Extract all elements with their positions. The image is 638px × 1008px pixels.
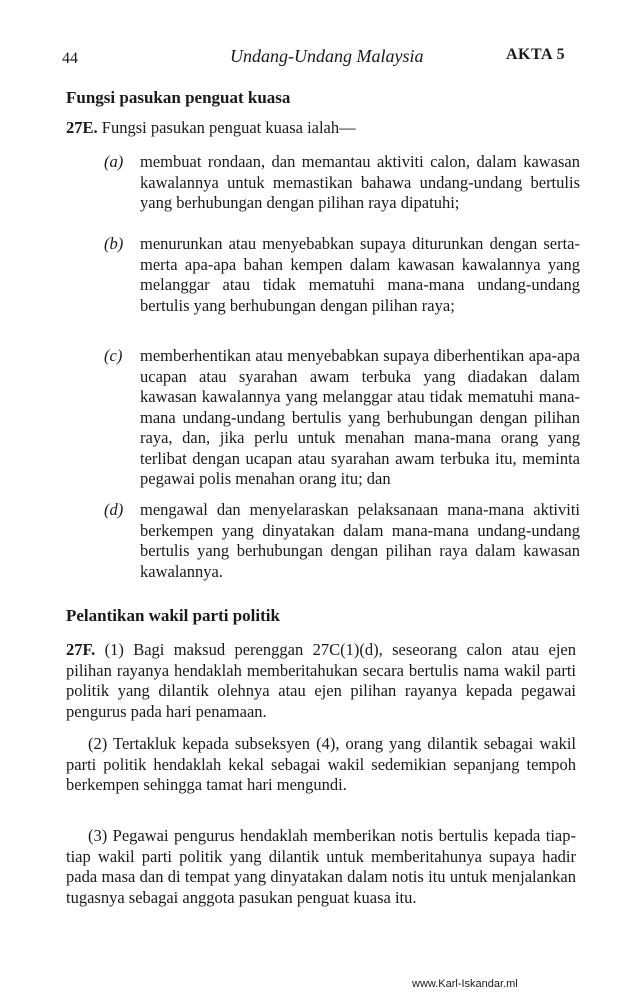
item-label: (a) xyxy=(104,152,124,171)
running-header xyxy=(0,44,638,74)
section-27e-intro-text: Fungsi pasukan penguat kuasa ialah— xyxy=(101,118,356,137)
item-label: (c) xyxy=(104,346,123,365)
subsection xyxy=(66,640,576,722)
item-text: memberhentikan atau menyebabkan supaya diberhentikan apa-apa ucapan atau syarahan awam terbuka yang diadakan dalam kawasan kawalannya yang melanggar atau tidak mematuhi mana-mana undang-undang bertulis yang berhubungan dengan pilihan raya, dan, jika perlu untuk menahan mana-mana orang yang terlibat dengan ucapan atau syarahan awam terbuka itu, meminta pegawai polis menahan orang itu; dan xyxy=(140,346,580,488)
subsection-text: (1) Bagi maksud perenggan 27C(1)(d), seseorang calon atau ejen pilihan rayanya hendaklah memberitahukan secara bertulis nama wakil parti politik yang dilantik olehnya atau ejen pilihan rayanya kepada pegawai pengurus pada hari penamaan. xyxy=(66,640,576,721)
section-number-27e: 27E. xyxy=(66,118,98,137)
item-label: (d) xyxy=(104,500,124,519)
act-label: AKTA 5 xyxy=(506,46,566,63)
running-title: Undang-Undang Malaysia xyxy=(230,46,424,66)
item-text: mengawal dan menyelaraskan pelaksanaan mana-mana aktiviti berkempen yang dinyatakan dalam mana-mana undang-undang bertulis yang berhubungan dengan pilihan raya dalam kawasan kawalannya. xyxy=(140,500,580,581)
list-item xyxy=(104,346,580,490)
section-27e-intro xyxy=(66,118,576,139)
footer-url: www.Karl-Iskandar.ml xyxy=(412,978,518,990)
subsection: (2) Tertakluk kepada subseksyen (4), orang yang dilantik sebagai wakil parti politik hendaklah kekal sebagai wakil sedemikian sepanjang tempoh berkempen sehingga tamat hari mengundi. xyxy=(66,734,576,794)
list-item xyxy=(104,152,580,214)
section-heading-27f: Pelantikan wakil parti politik xyxy=(66,606,280,625)
item-label: (b) xyxy=(104,234,124,253)
section-number-27f: 27F. xyxy=(66,640,96,659)
section-heading-27e: Fungsi pasukan penguat kuasa xyxy=(66,88,291,107)
item-text: membuat rondaan, dan memantau aktiviti calon, dalam kawasan kawalannya untuk memastikan bahawa undang-undang bertulis yang berhubungan dengan pilihan raya dipatuhi; xyxy=(140,152,580,212)
list-item xyxy=(104,234,580,316)
subsection: (3) Pegawai pengurus hendaklah memberikan notis bertulis kepada tiap-tiap wakil parti politik yang dilantik untuk memberitahunya supaya hadir pada masa dan di tempat yang dinyatakan dalam notis itu untuk menjalankan tugasnya sebagai anggota pasukan penguat kuasa itu. xyxy=(66,826,576,907)
item-text: menurunkan atau menyebabkan supaya diturunkan dengan serta-merta apa-apa bahan kempen dalam kawasan kawalannya yang melanggar atau tidak mematuhi mana-mana undang-undang bertulis yang berhubungan dengan pilihan raya; xyxy=(140,234,580,315)
page-number: 44 xyxy=(62,50,78,67)
list-item xyxy=(104,500,580,582)
